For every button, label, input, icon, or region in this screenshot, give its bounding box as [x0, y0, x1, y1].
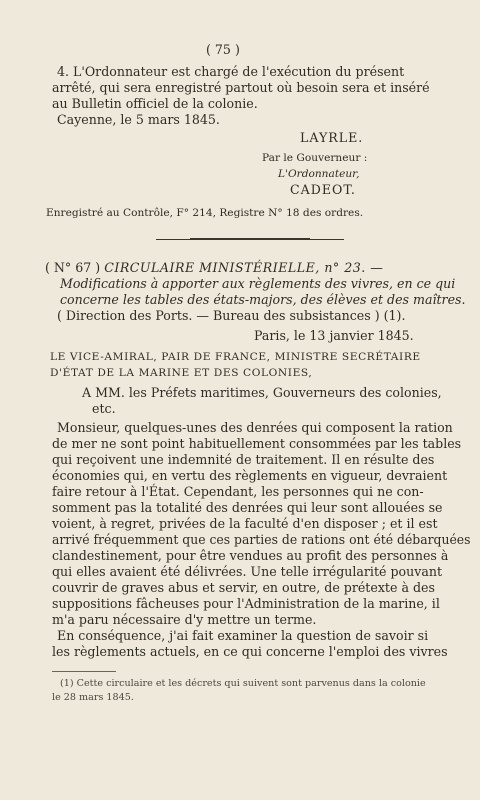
circular-subject: concerne les tables des états-majors, des élèves et des maîtres. — [60, 292, 466, 307]
ordonnateur-title: L'Ordonnateur, — [278, 168, 360, 180]
circular-place-date: Paris, le 13 janvier 1845. — [254, 328, 414, 343]
article-line: arrêté, qui sera enregistré partout où besoin sera et inséré — [52, 80, 430, 95]
body-line: clandestinement, pour être vendues au profit des personnes à — [52, 548, 449, 563]
sender-title: D'ÉTAT DE LA MARINE ET DES COLONIES, — [50, 367, 313, 379]
article-line: au Bulletin officiel de la colonie. — [52, 96, 258, 111]
sender-title: LE VICE-AMIRAL, PAIR DE FRANCE, MINISTRE SECRÉTAIRE — [50, 351, 421, 363]
footnote-line: le 28 mars 1845. — [52, 692, 134, 703]
ordonnateur-name: CADEOT. — [290, 182, 356, 197]
body-line: économies qui, en vertu des règlements en vigueur, devraient — [52, 468, 448, 483]
signer-name: LAYRLE. — [300, 130, 364, 145]
page-number: ( 75 ) — [206, 42, 240, 57]
by-governor: Par le Gouverneur : — [262, 152, 368, 164]
registration-note: Enregistré au Contrôle, F° 214, Registre N° 18 des ordres. — [46, 207, 364, 219]
addressee: etc. — [92, 401, 116, 416]
footnote-rule — [52, 671, 116, 672]
body-line: m'a paru nécessaire d'y mettre un terme. — [52, 612, 317, 627]
body-line: faire retour à l'État. Cependant, les personnes qui ne con- — [52, 484, 424, 499]
body-line: qui reçoivent une indemnité de traitement. Il en résulte des — [52, 452, 435, 467]
circular-title: CIRCULAIRE MINISTÉRIELLE, n° 23. — — [104, 260, 384, 275]
separator-rule — [190, 238, 310, 240]
body-line: En conséquence, j'ai fait examiner la question de savoir si — [57, 628, 429, 643]
body-line: de mer ne sont point habituellement consommées par les tables — [52, 436, 462, 451]
circular-number: ( N° 67 ) — [45, 260, 101, 275]
body-line: qui elles avaient été délivrées. Une telle irrégularité pouvant — [52, 564, 443, 579]
body-line: arrivé fréquemment que ces parties de rations ont été débarquées — [52, 532, 471, 547]
circular-direction: ( Direction des Ports. — Bureau des subsistances ) (1). — [57, 308, 406, 323]
body-line: Monsieur, quelques-unes des denrées qui composent la ration — [57, 420, 453, 435]
place-date: Cayenne, le 5 mars 1845. — [57, 112, 220, 127]
body-line: couvrir de graves abus et servir, en outre, de prétexte à des — [52, 580, 435, 595]
body-line: suppositions fâcheuses pour l'Administration de la marine, il — [52, 596, 440, 611]
article-line: 4. L'Ordonnateur est chargé de l'exécution du présent — [57, 64, 405, 79]
addressee: A MM. les Préfets maritimes, Gouverneurs des colonies, — [82, 385, 442, 400]
body-line: somment pas la totalité des denrées qui leur sont allouées se — [52, 500, 443, 515]
body-line: les règlements actuels, en ce qui concerne l'emploi des vivres — [52, 644, 448, 659]
footnote-line: (1) Cette circulaire et les décrets qui suivent sont parvenus dans la colonie — [60, 678, 426, 689]
circular-heading — [45, 260, 383, 276]
circular-subject: Modifications à apporter aux règlements des vivres, en ce qui — [60, 276, 456, 291]
body-line: voient, à regret, privées de la faculté d'en disposer ; et il est — [52, 516, 438, 531]
